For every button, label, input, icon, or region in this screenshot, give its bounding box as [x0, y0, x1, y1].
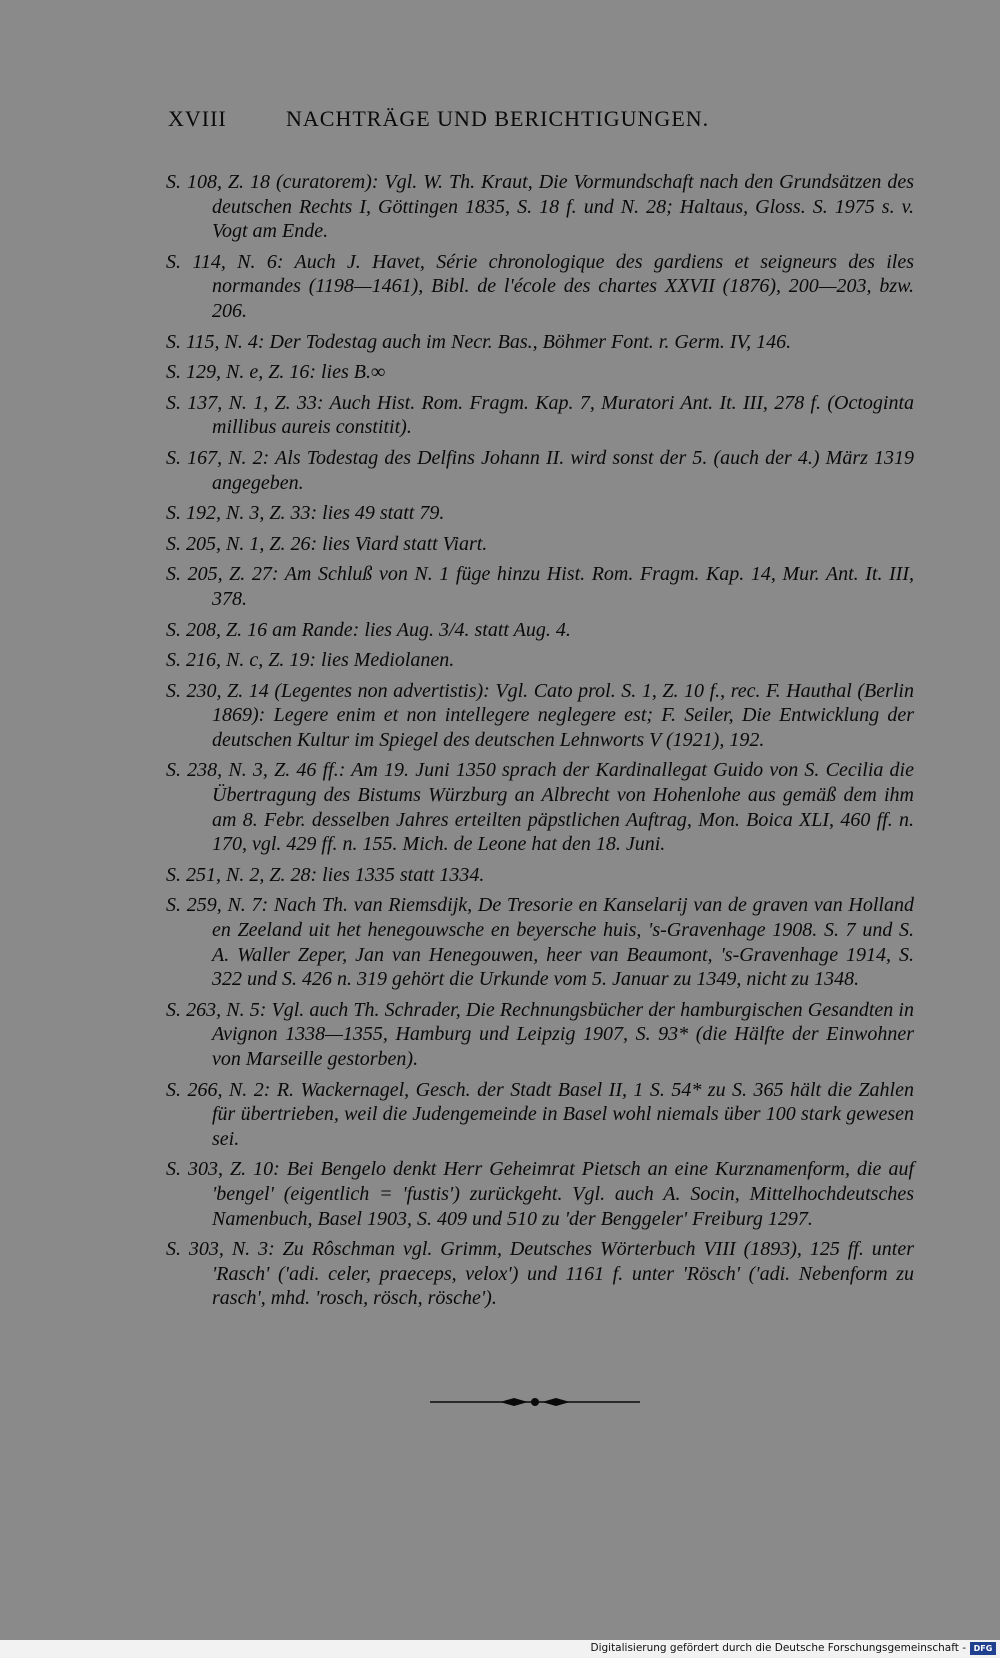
correction-entry: S. 129, N. e, Z. 16: lies B.∞ [166, 361, 386, 384]
correction-entry: S. 114, N. 6: Auch J. Havet, Série chronologique des gardiens et seigneurs des iles normandes (1198—1461), Bibl. de l'école des chartes XXVII (1876), 200—203, bzw. 206. [166, 250, 914, 322]
correction-entry: S. 205, N. 1, Z. 26: lies Viard statt Viart. [166, 532, 488, 555]
correction-entry: S. 192, N. 3, Z. 33: lies 49 statt 79. [166, 502, 445, 525]
page-title: NACHTRÄGE UND BERICHTIGUNGEN. [286, 106, 710, 131]
dfg-logo: DFG [970, 1642, 996, 1655]
correction-entry: S. 230, Z. 14 (Legentes non advertistis): Vgl. Cato prol. S. 1, Z. 10 f., rec. F. Hauthal (Berlin 1869): Legere enim et non intellegere neglegere est; F. Seiler, Die Entwicklung der deutschen Kultur im Spiegel des deutschen Lehnworts V (1921), 192. [166, 679, 914, 751]
correction-entry: S. 303, N. 3: Zu Rôschman vgl. Grimm, Deutsches Wörterbuch VIII (1893), 125 ff. unter 'Rasch' ('adi. celer, praeceps, velox') und 1161 f. unter 'Rösch' ('adi. Nebenform zu rasch', mhd. 'rosch, rösch, rösche'). [166, 1238, 914, 1310]
correction-entry: S. 263, N. 5: Vgl. auch Th. Schrader, Die Rechnungsbücher der hamburgischen Gesandten in Avignon 1338—1355, Hamburg und Leipzig 1907, S. 93* (die Hälfte der Einwohner von Marseille gestorben). [166, 998, 914, 1070]
correction-entry: S. 167, N. 2: Als Todestag des Delfins Johann II. wird sonst der 5. (auch der 4.) März 1319 angegeben. [166, 446, 914, 494]
footer-credit: Digitalisierung gefördert durch die Deutsche Forschungsgemeinschaft - [590, 1642, 966, 1654]
corrections-list [166, 170, 914, 1317]
correction-entry: S. 266, N. 2: R. Wackernagel, Gesch. der Stadt Basel II, 1 S. 54* zu S. 365 hält die Zahlen für übertrieben, weil die Judengemeinde in Basel wohl niemals über 100 stark gewesen sei. [166, 1078, 914, 1150]
correction-entry: S. 108, Z. 18 (curatorem): Vgl. W. Th. Kraut, Die Vormundschaft nach den Grundsätzen des deutschen Rechts I, Göttingen 1835, S. 18 f. und N. 28; Haltaus, Gloss. S. 1975 s. v. Vogt am Ende. [166, 171, 914, 243]
correction-entry: S. 303, Z. 10: Bei Bengelo denkt Herr Geheimrat Pietsch an eine Kurznamenform, die auf 'bengel' (eigentlich = 'fustis') zurückgeht. Vgl. auch A. Socin, Mittelhochdeutsches Namenbuch, Basel 1903, S. 409 und 510 zu 'der Benggeler' Freiburg 1297. [166, 1158, 914, 1230]
correction-entry: S. 238, N. 3, Z. 46 ff.: Am 19. Juni 1350 sprach der Kardinallegat Guido von S. Cecilia die Übertragung des Bistums Würzburg an Albrecht von Hohenlohe aus gemäß dem ihm am 8. Febr. desselben Jahres erteilten päpstlichen Auftrag, Mon. Boica XLI, 460 ff. n. 170, vgl. 429 ff. n. 155. Mich. de Leone hat den 18. Juni. [166, 759, 914, 856]
end-ornament [430, 1395, 640, 1409]
page-number: XVIII [168, 106, 227, 131]
correction-entry: S. 137, N. 1, Z. 33: Auch Hist. Rom. Fragm. Kap. 7, Muratori Ant. It. III, 278 f. (Octoginta millibus aureis constitit). [166, 391, 914, 439]
correction-entry: S. 205, Z. 27: Am Schluß von N. 1 füge hinzu Hist. Rom. Fragm. Kap. 14, Mur. Ant. It. III, 378. [166, 563, 914, 610]
correction-entry: S. 251, N. 2, Z. 28: lies 1335 statt 1334. [166, 863, 485, 886]
page-header [168, 106, 868, 132]
correction-entry: S. 208, Z. 16 am Rande: lies Aug. 3/4. statt Aug. 4. [166, 618, 571, 641]
correction-entry: S. 259, N. 7: Nach Th. van Riemsdijk, De Tresorie en Kanselarij van de graven van Holland en Zeeland uit het henegouwsche en beyersche huis, 's-Gravenhage 1908. S. 7 und S. A. Waller Zeper, Jan van Henegouwen, heer van Beaumont, 's-Gravenhage 1914, S. 322 und S. 426 n. 319 gehört die Urkunde vom 5. Januar zu 1349, nicht zu 1348. [166, 894, 914, 991]
digitization-footer [0, 1640, 1000, 1658]
correction-entry: S. 115, N. 4: Der Todestag auch im Necr. Bas., Böhmer Font. r. Germ. IV, 146. [166, 330, 792, 353]
correction-entry: S. 216, N. c, Z. 19: lies Mediolanen. [166, 649, 455, 672]
